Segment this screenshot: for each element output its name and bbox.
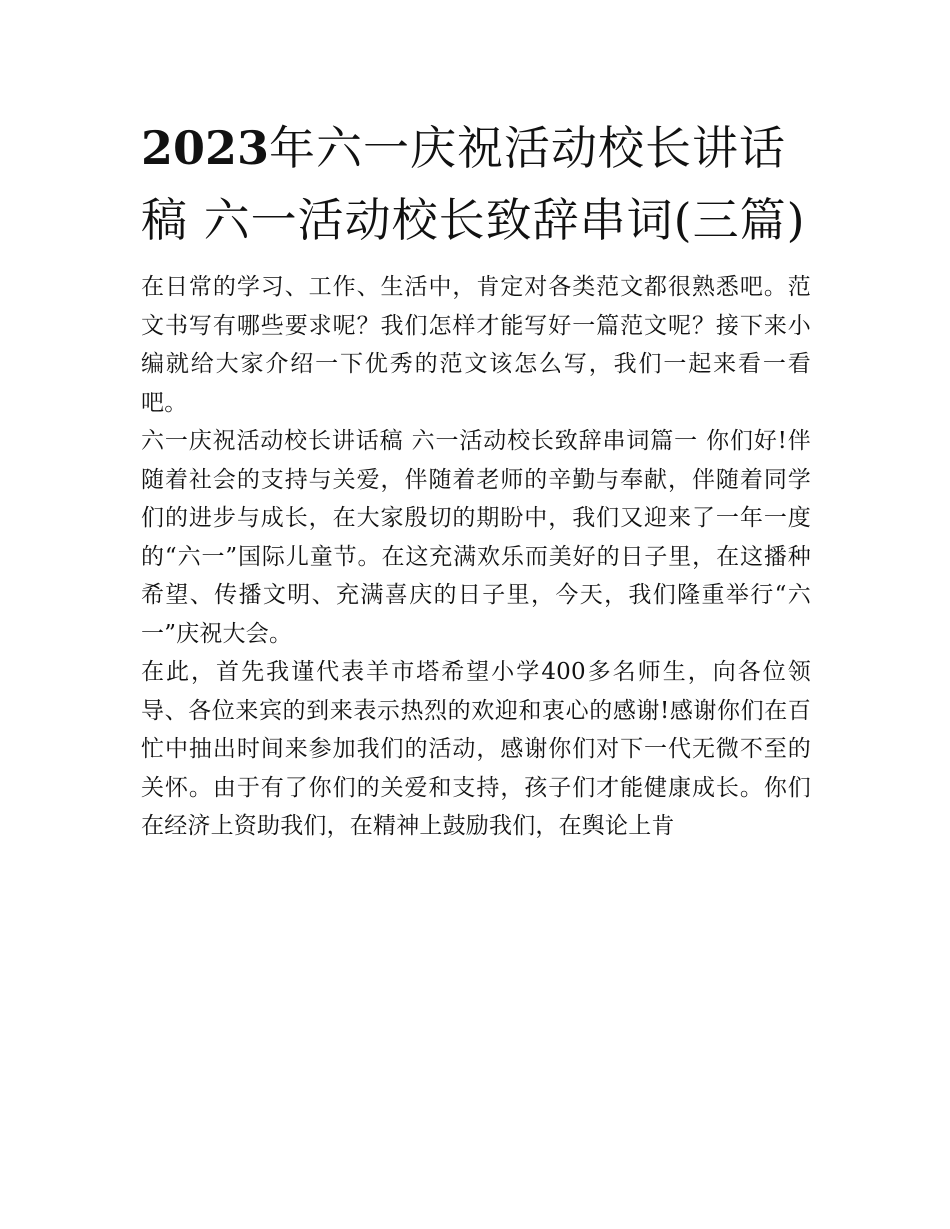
intro-paragraph: 在日常的学习、工作、生活中，肯定对各类范文都很熟悉吧。范文书写有哪些要求呢？我们怎样才能写好一篇范文呢？接下来小编就给大家介绍一下优秀的范文该怎么写，我们一起来看一看吧。 [141,274,811,416]
document-content [141,112,811,846]
speech-paragraph-1: 六一庆祝活动校长讲话稿 六一活动校长致辞串词篇一 你们好!伴随着社会的支持与关爱，伴随着老师的辛勤与奉献，伴随着同学们的进步与成长，在大家殷切的期盼中，我们又迎来了一年一度的“六一”国际儿童节。在这充满欢乐而美好的日子里，在这播种希望、传播文明、充满喜庆的日子里，今天，我们隆重举行“六一”庆祝大会。 [141,428,811,647]
title-year: 2023 [141,121,270,175]
document-title [141,112,811,256]
speech-paragraph-2: 在此，首先我谨代表羊市塔希望小学400多名师生，向各位领导、各位来宾的到来表示热烈的欢迎和衷心的感谢!感谢你们在百忙中抽出时间来参加我们的活动，感谢你们对下一代无微不至的关怀。由于有了你们的关爱和支持，孩子们才能健康成长。你们在经济上资助我们，在精神上鼓励我们，在舆论上肯 [141,659,811,839]
title-text: 年六一庆祝活动校长讲话稿 六一活动校长致辞串词(三篇) [141,121,806,247]
